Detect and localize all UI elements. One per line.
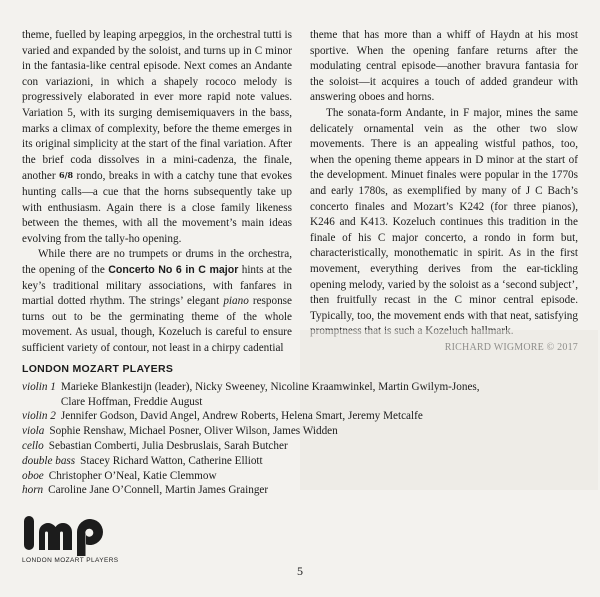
time-signature: 6/8 bbox=[59, 170, 74, 181]
left-column bbox=[22, 28, 292, 356]
logo-label: LONDON MOZART PLAYERS bbox=[22, 557, 119, 564]
logo-letter-l bbox=[24, 516, 34, 550]
logo-letter-m-right bbox=[54, 523, 72, 550]
instrument-label: violin 1 bbox=[22, 380, 56, 393]
concerto-title: Concerto No 6 in C major bbox=[108, 263, 239, 276]
piano-term: piano bbox=[223, 295, 249, 308]
player-section bbox=[22, 454, 582, 469]
instrument-label: oboe bbox=[22, 469, 44, 482]
players-title: LONDON MOZART PLAYERS bbox=[22, 363, 174, 375]
player-names: Caroline Jane O’Connell, Martin James Grainger bbox=[48, 484, 269, 497]
player-names: Jennifer Godson, David Angel, Andrew Roberts, Helena Smart, Jeremy Metcalfe bbox=[60, 410, 423, 423]
player-section bbox=[22, 424, 582, 439]
left-p1-text: theme, fuelled by leaping arpeggios, in the orchestral tutti is varied and expanded by the soloist, and turns up in C minor in the fantasia-like central episode. Next comes an Andante con variazioni, in which a shapely rococo melody is progressively elaborated in ever more rapid note values. Variation 5, with its surging demisemiquavers in the bass, marks a climax of complexity, before the theme emerges in its original simplicity at the start of the final variation. After the brief coda dissolves in a mini-cadenza, the finale, another bbox=[22, 29, 292, 183]
right-paragraph-1: theme that has more than a whiff of Haydn at his most sportive. When the opening fanfare returns after the modulating central episode—another bravura fantasia for the soloist—it acquires a touch of added grandeur with answering oboes and horns. bbox=[310, 29, 578, 104]
instrument-label: horn bbox=[22, 484, 44, 497]
player-section bbox=[22, 409, 582, 424]
instrument-label: double bass bbox=[22, 454, 76, 467]
instrument-label: viola bbox=[22, 425, 45, 438]
left-paragraph-1 bbox=[22, 28, 292, 247]
player-names: Sebastian Comberti, Julia Desbruslais, Sarah Butcher bbox=[48, 439, 288, 452]
left-p1-end-text: rondo, breaks in with a catchy tune that evokes hunting calls—a cue that the horns subsequently take up with enthusiasm. Again there is a close family likeness between the themes, with all the movement’s main ideas evolving from the tally-ho opening. bbox=[22, 170, 293, 245]
instrument-label: cello bbox=[22, 439, 44, 452]
player-names: Marieke Blankestijn (leader), Nicky Sweeney, Nicoline Kraamwinkel, Martin Gwilym-Jones, Clare Hoffman, Freddie August bbox=[60, 380, 480, 408]
page-number: 5 bbox=[297, 564, 303, 578]
player-names: Sophie Renshaw, Michael Posner, Oliver Wilson, James Widden bbox=[49, 425, 338, 438]
player-names: Stacey Richard Watton, Catherine Elliott bbox=[80, 454, 263, 467]
player-section bbox=[22, 439, 582, 454]
player-section bbox=[22, 380, 582, 410]
left-p2-a: While there are no trumpets or drums in the orchestra, the opening of the bbox=[22, 248, 292, 276]
left-paragraph-2 bbox=[22, 247, 292, 356]
player-section bbox=[22, 483, 582, 498]
right-paragraph-2: The sonata-form Andante, in F major, mines the same delicately ornamental vein as the other two slow movements. There is an appealing wistful pathos, too, when the opening theme appears in D minor at the start of the development. Minuet finales were popular in the 1770s and early 1780s, as exemplified by many of J C Bach’s concerto finales and Mozart’s K242 (for three pianos), K246 and K413. Kozeluch continues this tradition in the finale of his C major concerto, a rondo in form but, characteristically, monothematic in spirit. As in the first movement, everything derives from the ear-tickling opening melody, varied by the soloist as a ‘second subject’, then fruitfully recast in the C minor central episode. Typically, too, the movement ends with that neat, satisfying bbox=[310, 106, 578, 322]
logo-wordmark: lmp bbox=[22, 512, 24, 513]
right-column bbox=[310, 28, 578, 355]
player-names: Christopher O’Neal, Katie Clemmow bbox=[48, 469, 217, 482]
instrument-label: violin 2 bbox=[22, 410, 56, 423]
logo-letter-p bbox=[77, 519, 103, 556]
players-sections bbox=[22, 380, 582, 498]
left-p2-b: hints at the key’s traditional military associations, with fanfares in martial dotted rhythm. The strings’ elegant bbox=[22, 263, 293, 308]
left-p2-c: response turns out to be the germinating theme of the whole movement. As usual, though, Kozeluch is careful to ensure sufficient variety of contour, not least in a chirpy cadential bbox=[22, 295, 292, 354]
player-section bbox=[22, 469, 582, 484]
players-list bbox=[22, 362, 582, 498]
